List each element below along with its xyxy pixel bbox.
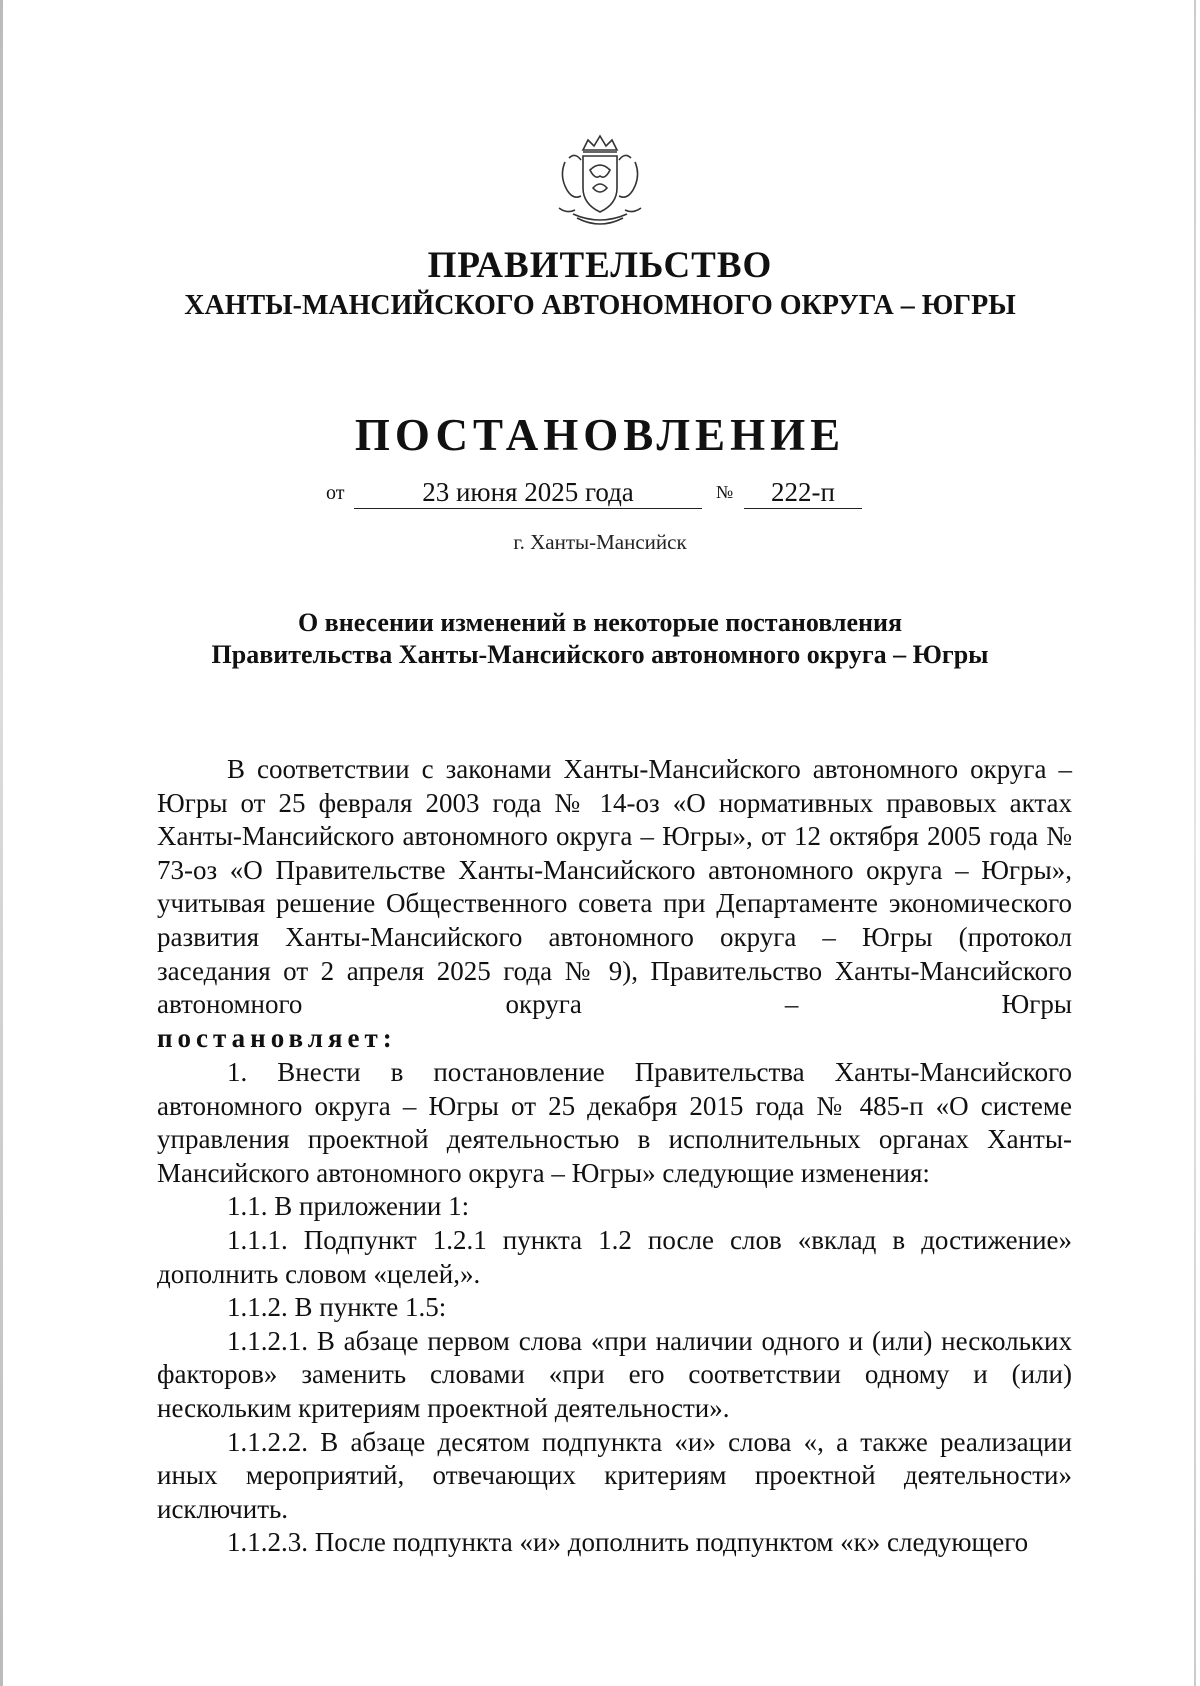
item-paragraph: 1.1.2.1. В абзаце первом слова «при наличии одного и (или) нескольких факторов» заменить словами «при его соответствии одному и (или) нескольким критериям проектной деятельности». [157, 1325, 1072, 1423]
item-paragraph: 1.1.2.3. После подпункта «и» дополнить подпунктом «к» следующего [227, 1527, 1029, 1558]
item-paragraph: 1.1.1. Подпункт 1.2.1 пункта 1.2 после слов «вклад в достижение» дополнить словом «целей,». [157, 1224, 1072, 1289]
document-type: ПОСТАНОВЛЕНИЕ [354, 410, 846, 460]
government-title: ПРАВИТЕЛЬСТВО [427, 245, 773, 286]
document-title [100, 607, 1100, 671]
document-title-line-2: Правительства Ханты-Мансийского автономного округа – Югры [211, 640, 989, 669]
coat-of-arms-icon [545, 130, 655, 230]
region-title: ХАНТЫ-МАНСИЙСКОГО АВТОНОМНОГО ОКРУГА – ЮГРЫ [184, 290, 1016, 321]
city-label: г. Ханты-Мансийск [513, 530, 687, 554]
number-label: № [716, 482, 734, 502]
item-paragraph: 1.1.2. В пункте 1.5: [227, 1292, 447, 1323]
item-paragraph: 1. Внести в постановление Правительства Ханты-Мансийского автономного округа – Югры от 25 декабря 2015 года № 485-п «О системе управления проектной деятельностью в исполнительных органах Ханты-Мансийского автономного округа – Югры» следующие изменения: [157, 1057, 1072, 1188]
document-number: 222-п [744, 476, 862, 509]
from-label: от [326, 482, 345, 504]
item-paragraph: 1.1. В приложении 1: [227, 1191, 470, 1222]
document-date: 23 июня 2025 года [354, 476, 702, 509]
preamble-paragraph [157, 753, 1072, 1055]
preamble-text: В соответствии с законами Ханты-Мансийского автономного округа – Югры от 25 февраля 2003 года № 14-оз «О нормативных правовых актах Ханты-Мансийского автономного округа – Югры», от 12 октября 2005 года № 73-оз «О Правительстве Ханты-Мансийского автономного округа – Югры», учитывая решение Общественного совета при Департаменте экономического развития Ханты-Мансийского автономного округа – Югры (протокол заседания от 2 апреля 2025 года № 9), Правительство Ханты-Мансийского автономного округа – Югры [157, 754, 1072, 1020]
items-section [157, 1056, 1072, 1560]
date-number-row [326, 476, 866, 510]
resolves-word [157, 1022, 1072, 1056]
document-title-line-1: О внесении изменений в некоторые постановления [297, 608, 903, 637]
item-paragraph: 1.1.2.2. В абзаце десятом подпункта «и» слова «, а также реализации иных мероприятий, отвечающих критериям проектной деятельности» исключить. [157, 1426, 1072, 1524]
resolves-word-text: постановляет: [157, 1022, 397, 1053]
